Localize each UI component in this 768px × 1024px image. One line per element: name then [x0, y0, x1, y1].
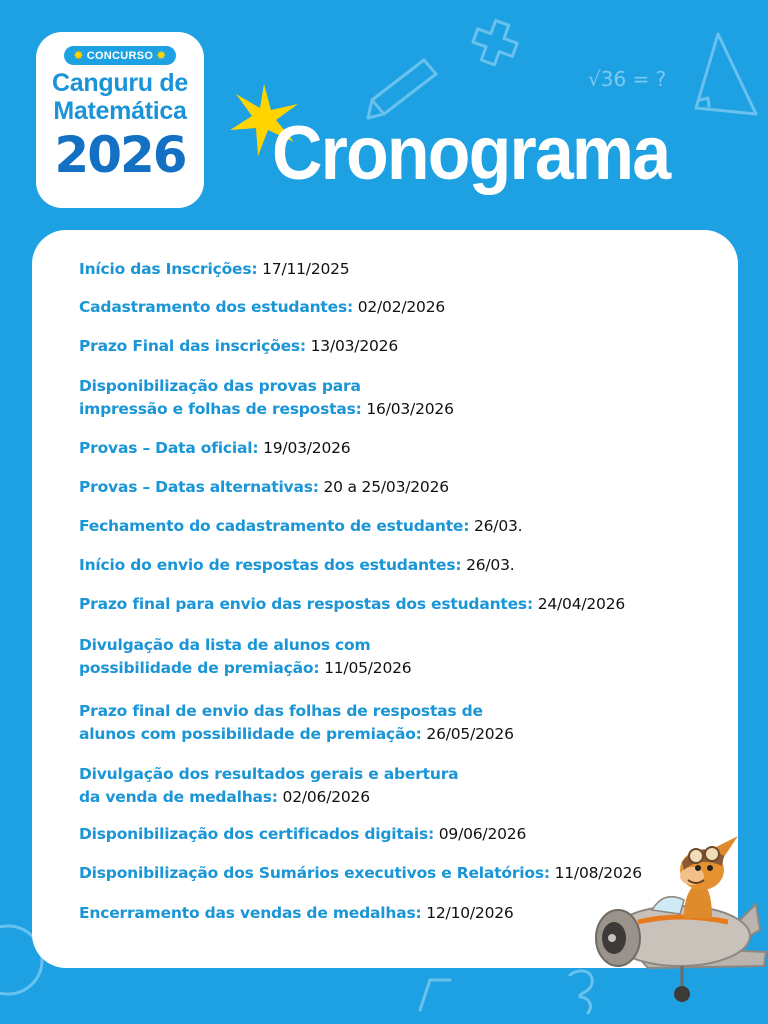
schedule-item: [79, 258, 349, 281]
schedule-item: [79, 476, 449, 499]
schedule-item: [79, 554, 514, 577]
schedule-item-label: impressão e folhas de respostas:: [79, 400, 362, 418]
schedule-item-label: Cadastramento dos estudantes:: [79, 298, 353, 316]
svg-text:√36 = ?: √36 = ?: [588, 67, 667, 91]
logo-badge-label: CONCURSO: [86, 50, 154, 62]
canguru-logo: [36, 32, 204, 208]
schedule-item: [79, 902, 514, 925]
schedule-item-label: Início do envio de respostas dos estudantes:: [79, 556, 462, 574]
schedule-item-label: Disponibilização dos certificados digitais:: [79, 825, 435, 843]
schedule-item: [79, 823, 526, 846]
sparkle-icon: ✸: [156, 50, 167, 62]
kangaroo-airplane-mascot: [588, 826, 768, 1006]
schedule-item-label: Divulgação dos resultados gerais e abertura: [79, 765, 459, 783]
schedule-item-date: 16/03/2026: [366, 400, 454, 418]
schedule-item: [79, 862, 642, 885]
schedule-item-date: 17/11/2025: [262, 260, 350, 278]
schedule-item-label: Prazo Final das inscrições:: [79, 337, 306, 355]
schedule-item-label: Provas – Data oficial:: [79, 439, 259, 457]
schedule-item: [79, 593, 625, 616]
schedule-item-date: 26/03.: [473, 517, 523, 535]
schedule-item-label: Prazo final de envio das folhas de respostas de: [79, 702, 483, 720]
schedule-item-label: Disponibilização das provas para: [79, 377, 361, 395]
logo-name-line2: Matemática: [53, 97, 187, 125]
logo-badge: [64, 46, 176, 65]
schedule-item: [79, 375, 454, 421]
schedule-item: [79, 296, 445, 319]
schedule-item: [79, 763, 458, 809]
logo-year: 2026: [54, 126, 186, 184]
logo-name-line1: Canguru de: [52, 69, 188, 97]
sparkle-icon: ✸: [73, 50, 84, 62]
schedule-item-date: 12/10/2026: [426, 904, 514, 922]
schedule-item-date: 19/03/2026: [263, 439, 351, 457]
schedule-item: [79, 634, 411, 680]
schedule-item-label: da venda de medalhas:: [79, 788, 278, 806]
schedule-item-date: 11/08/2026: [554, 864, 642, 882]
schedule-item-date: 26/03.: [466, 556, 515, 574]
schedule-item: [79, 700, 514, 746]
schedule-item-label: Encerramento das vendas de medalhas:: [79, 904, 422, 922]
schedule-item-date: 24/04/2026: [537, 595, 626, 613]
schedule-item-label: Provas – Datas alternativas:: [79, 478, 319, 496]
schedule-item-label: Fechamento do cadastramento de estudante:: [79, 517, 470, 535]
schedule-item-date: 13/03/2026: [310, 337, 398, 355]
schedule-item-label: Prazo final para envio das respostas dos estudantes:: [79, 595, 533, 613]
schedule-item-date: 02/06/2026: [282, 788, 370, 806]
schedule-item-label: possibilidade de premiação:: [79, 659, 320, 677]
schedule-item-label: Divulgação da lista de alunos com: [79, 636, 371, 654]
schedule-item: [79, 437, 350, 460]
schedule-item-date: 02/02/2026: [357, 298, 446, 316]
schedule-item: [79, 515, 522, 538]
schedule-item-date: 11/05/2026: [324, 659, 412, 677]
schedule-item: [79, 335, 398, 358]
schedule-item-label: Disponibilização dos Sumários executivos e Relatórios:: [79, 864, 550, 882]
schedule-item-date: 26/05/2026: [426, 725, 514, 743]
schedule-item-label: Início das Inscrições:: [79, 260, 258, 278]
schedule-item-date: 09/06/2026: [438, 825, 527, 843]
schedule-item-date: 20 a 25/03/2026: [323, 478, 449, 496]
page-title: Cronograma: [272, 111, 670, 196]
schedule-item-label: alunos com possibilidade de premiação:: [79, 725, 422, 743]
logo-name: [52, 69, 188, 125]
